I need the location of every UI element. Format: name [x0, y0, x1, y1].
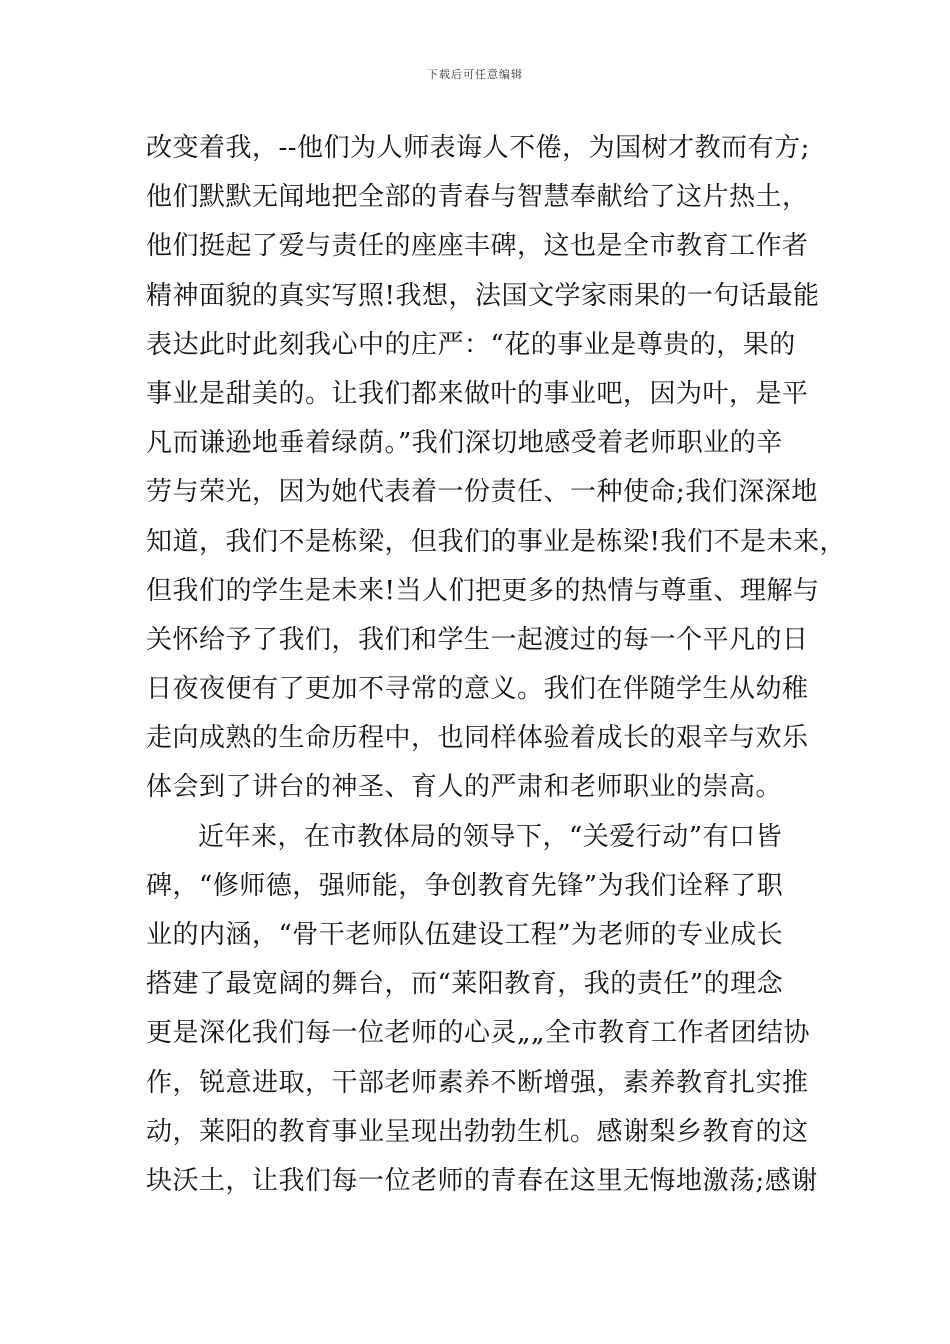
text-line: 作，锐意进取，干部老师素养不断增强，素养教育扎实推: [146, 1067, 809, 1098]
text-line: 凡而谦逊地垂着绿荫。”我们深切地感受着老师职业的辛: [146, 428, 783, 459]
text-line: 他们挺起了爱与责任的座座丰碑，这也是全市教育工作者: [146, 231, 809, 262]
text-line: 走向成熟的生命历程中，也同样体验着成长的艰辛与欢乐: [146, 723, 809, 754]
text-line: 表达此时此刻我心中的庄严：“花的事业是尊贵的，果的: [146, 329, 796, 360]
body-text: [146, 124, 846, 1206]
text-line: 更是深化我们每一位老师的心灵„„全市教育工作者团结协: [146, 1018, 810, 1049]
text-line: 他们默默无闻地把全部的青春与智慧奉献给了这片热土，: [146, 182, 809, 213]
text-line: 日夜夜便有了更加不寻常的意义。我们在伴随学生从幼稚: [146, 674, 809, 705]
text-line: 知道，我们不是栋梁，但我们的事业是栋梁!我们不是未来，: [146, 526, 846, 557]
text-line: 但我们的学生是未来!当人们把更多的热情与尊重、理解与: [146, 575, 820, 606]
text-line: 精神面貌的真实写照!我想，法国文学家雨果的一句话最能: [146, 280, 820, 311]
text-line: 业的内涵，“骨干老师队伍建设工程”为老师的专业成长: [146, 920, 784, 950]
text-line: 碑，“修师德，强师能，争创教育先锋”为我们诠释了职: [146, 870, 784, 901]
text-line: 关怀给予了我们，我们和学生一起渡过的每一个平凡的日: [146, 624, 809, 655]
text-line: 动，莱阳的教育事业呈现出勃勃生机。感谢梨乡教育的这: [146, 1116, 809, 1147]
paragraph-start-line: 近年来，在市教体局的领导下，“关爱行动”有口皆: [198, 821, 783, 852]
text-line: 体会到了讲台的神圣、育人的严肃和老师职业的崇高。: [146, 772, 783, 803]
text-line: 劳与荣光，因为她代表着一份责任、一种使命;我们深深地: [146, 477, 818, 508]
text-line: 事业是甜美的。让我们都来做叶的事业吧，因为叶，是平: [146, 378, 809, 409]
text-line: 改变着我，--他们为人师表诲人不倦，为国树才教而有方;: [146, 133, 810, 163]
text-line: 块沃土，让我们每一位老师的青春在这里无悔地激荡;感谢: [146, 1165, 818, 1196]
text-line: 搭建了最宽阔的舞台，而“莱阳教育，我的责任”的理念: [146, 969, 784, 1000]
page-header: 下载后可任意编辑: [427, 68, 523, 81]
